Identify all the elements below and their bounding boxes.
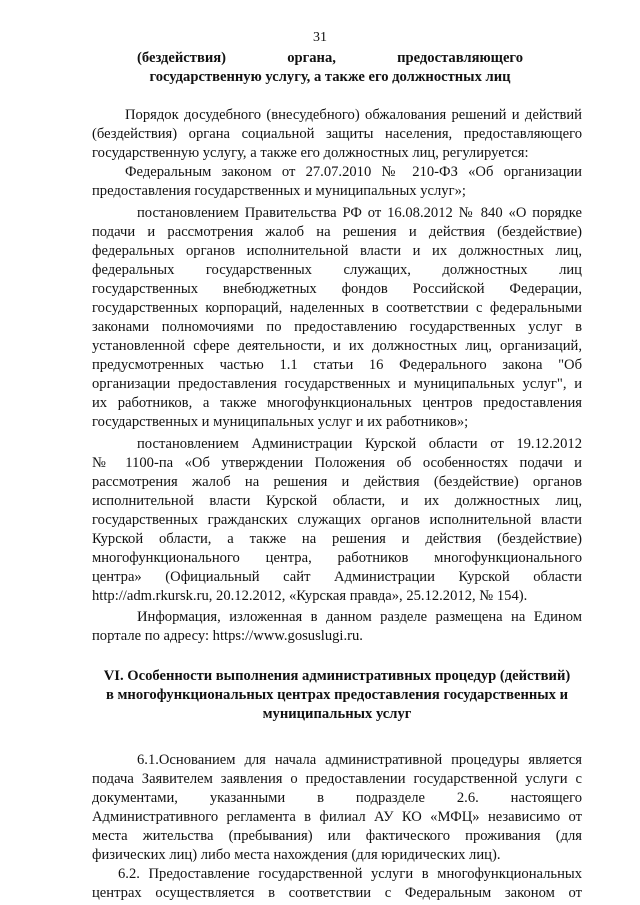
- paragraph-line: государственную услугу, а также его должностных лиц, регулируется:: [92, 145, 529, 161]
- paragraph-line: центрах осуществляется в соответствии с Федеральным законом от: [92, 885, 582, 901]
- paragraph-line: Курской области, а также на решения и действия (бездействие): [92, 531, 582, 547]
- paragraph-line: федеральных органов исполнительной власти и их должностных лиц,: [92, 243, 582, 259]
- paragraph-line: 6.1.Основанием для начала административной процедуры является: [137, 752, 582, 768]
- paragraph-line: Информация, изложенная в данном разделе размещена на Едином: [137, 609, 582, 625]
- section-heading-line: муниципальных услуг: [262, 706, 412, 722]
- section-heading-line: в многофункциональных центрах предоставления государственных и: [105, 687, 569, 703]
- paragraph-line: постановлением Правительства РФ от 16.08.2012 № 840 «О порядке: [137, 205, 582, 221]
- paragraph-line: документами, указанными в подразделе 2.6. настоящего: [92, 790, 582, 806]
- paragraph-line: места жительства (пребывания) или фактического проживания (для: [92, 828, 582, 844]
- paragraph-line: организации предоставления государственных и муниципальных услуг", и: [92, 376, 582, 392]
- section-heading-line: государственную услугу, а также его должностных лиц: [149, 69, 511, 85]
- paragraph-line: рассмотрения жалоб на решения и действия (бездействие) органов: [92, 474, 582, 490]
- paragraph-line: портале по адресу: https://www.gosuslugi.ru.: [92, 628, 363, 644]
- section-heading-line: (бездействия) органа, предоставляющего: [137, 50, 523, 66]
- paragraph-line: их работников, а также многофункциональных центров предоставления: [92, 395, 582, 411]
- paragraph-line: законами полномочиями по предоставлению государственных услуг в: [92, 319, 582, 335]
- paragraph-line: (бездействия) органа социальной защиты населения, предоставляющего: [92, 126, 582, 142]
- paragraph-line: подача Заявителем заявления о предоставлении государственной услуги с: [92, 771, 582, 787]
- paragraph-line: государственных и муниципальных услуг и их работников»;: [92, 414, 469, 430]
- paragraph-line: центра» (Официальный сайт Администрации Курской области: [92, 569, 582, 585]
- paragraph-line: многофункционального центра, работников многофункционального: [92, 550, 582, 566]
- paragraph-line: физических лиц) либо места нахождения (для юридических лиц).: [92, 847, 501, 863]
- paragraph-line: государственных внебюджетных фондов Российской Федерации,: [92, 281, 582, 297]
- paragraph-line: федеральных государственных служащих, должностных лиц: [92, 262, 582, 278]
- paragraph-line: предоставления государственных и муниципальных услуг»;: [92, 183, 466, 199]
- paragraph-line: государственных гражданских служащих органов исполнительной власти: [92, 512, 582, 528]
- paragraph-line: № 1100-па «Об утверждении Положения об особенностях подачи и: [92, 455, 582, 471]
- paragraph-line: предусмотренных частью 1.1 статьи 16 Федерального закона "Об: [92, 357, 582, 373]
- paragraph-line: установленной сфере деятельности, и их должностных лиц, организаций,: [92, 338, 582, 354]
- page-number: 31: [313, 30, 327, 45]
- paragraph-line: исполнительной власти Курской области, и их должностных лиц,: [92, 493, 582, 509]
- paragraph-line: Административного регламента в филиал АУ КО «МФЦ» независимо от: [92, 809, 582, 825]
- paragraph-line: подачи и рассмотрения жалоб на решения и действия (бездействие): [92, 224, 582, 240]
- paragraph-line: http://adm.rkursk.ru, 20.12.2012, «Курская правда», 25.12.2012, № 154).: [92, 588, 528, 604]
- paragraph-line: постановлением Администрации Курской области от 19.12.2012: [137, 436, 582, 452]
- paragraph-line: государственных корпораций, наделенных в соответствии с федеральными: [92, 300, 582, 316]
- paragraph-line: Федеральным законом от 27.07.2010 № 210-ФЗ «Об организации: [125, 164, 582, 180]
- paragraph-line: Порядок досудебного (внесудебного) обжалования решений и действий: [125, 107, 582, 123]
- section-heading-line: VI. Особенности выполнения административных процедур (действий): [103, 668, 571, 684]
- paragraph-line: 6.2. Предоставление государственной услуги в многофункциональных: [118, 866, 582, 882]
